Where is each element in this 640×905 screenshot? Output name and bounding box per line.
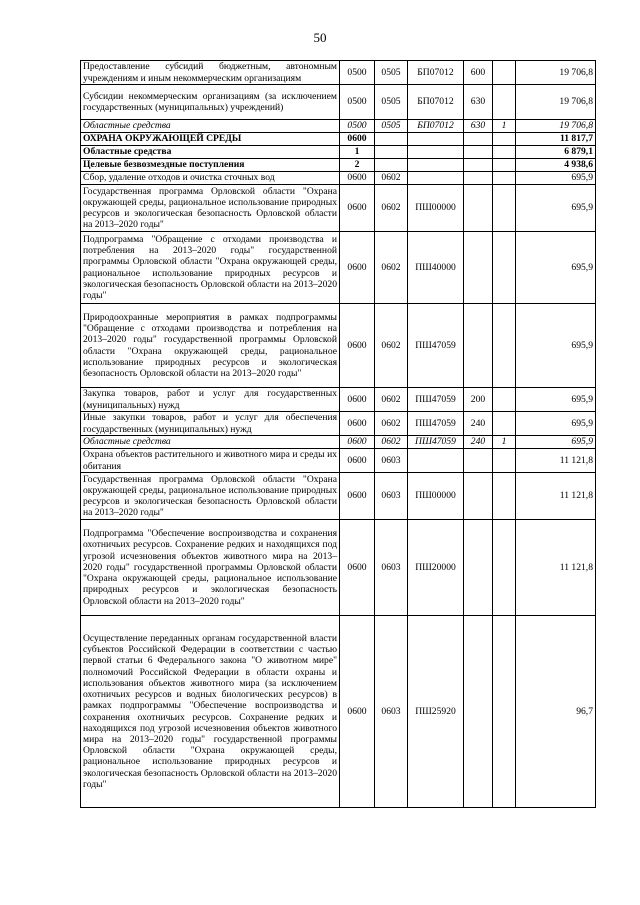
expense-name-cell: Подпрограмма "Обеспечение воспроизводства и сохранения охотничьих ресурсов. Сохранение редких и находящихся под угрозой исчезновения объектов животного мира на 2013–2020 годы" государственной программы Орловской области "Охрана окружающей среды, рациональное использование природных ресурсов и экологическая безопасность Орловской области на 2013–2020 годы" (81, 520, 340, 616)
section-code-cell: 0600 (340, 473, 375, 520)
table-row (81, 159, 596, 172)
table-row (81, 436, 596, 449)
expense-type-code-cell: 200 (464, 388, 493, 412)
target-article-code-cell (408, 146, 464, 159)
expense-name-cell: Сбор, удаление отходов и очистка сточных вод (81, 172, 340, 185)
expense-type-code-cell (464, 232, 493, 304)
budget-table-body (81, 61, 596, 808)
funding-source-mark-cell (493, 449, 516, 473)
expense-type-code-cell (464, 146, 493, 159)
amount-cell: 695,9 (516, 388, 596, 412)
expense-type-code-cell (464, 133, 493, 146)
expense-name-cell: Подпрограмма "Обращение с отходами производства и потребления на 2013–2020 годы" государственной программы Орловской области "Охрана окружающей среды, рациональное использование природных ресурсов и экологическая безопасность Орловской области на 2013–2020 годы" (81, 232, 340, 304)
expense-name-cell: Природоохранные мероприятия в рамках подпрограммы "Обращение с отходами производства и потребления на 2013–2020 годы" государственной программы Орловской области "Охрана окружающей среды, рациональное использование природных ресурсов и экологическая безопасность Орловской области на 2013–2020 годы" (81, 304, 340, 388)
target-article-code-cell: ПШ47059 (408, 388, 464, 412)
funding-source-mark-cell (493, 304, 516, 388)
target-article-code-cell: БП07012 (408, 120, 464, 133)
target-article-code-cell: ПШ40000 (408, 232, 464, 304)
expense-type-code-cell: 240 (464, 436, 493, 449)
section-code-cell: 0500 (340, 61, 375, 85)
target-article-code-cell (408, 449, 464, 473)
section-code-cell: 0600 (340, 388, 375, 412)
funding-source-mark-cell (493, 85, 516, 120)
amount-cell: 695,9 (516, 436, 596, 449)
target-article-code-cell (408, 133, 464, 146)
amount-cell: 11 121,8 (516, 449, 596, 473)
subsection-code-cell: 0602 (375, 304, 408, 388)
table-row (81, 120, 596, 133)
subsection-code-cell (375, 133, 408, 146)
expense-type-code-cell (464, 185, 493, 232)
expense-name-cell: Областные средства (81, 146, 340, 159)
table-row (81, 172, 596, 185)
expense-name-cell: Государственная программа Орловской области "Охрана окружающей среды, рациональное использование природных ресурсов и экологическая безопасность Орловской области на 2013–2020 годы" (81, 185, 340, 232)
amount-cell: 19 706,8 (516, 85, 596, 120)
expense-name-cell: Государственная программа Орловской области "Охрана окружающей среды, рациональное использование природных ресурсов и экологическая безопасность Орловской области на 2013–2020 годы" (81, 473, 340, 520)
funding-source-mark-cell (493, 185, 516, 232)
amount-cell: 695,9 (516, 232, 596, 304)
table-row (81, 616, 596, 808)
section-code-cell: 0600 (340, 304, 375, 388)
funding-source-mark-cell: 1 (493, 120, 516, 133)
table-row (81, 133, 596, 146)
expense-type-code-cell: 600 (464, 61, 493, 85)
expense-type-code-cell (464, 304, 493, 388)
expense-type-code-cell (464, 449, 493, 473)
amount-cell: 11 121,8 (516, 520, 596, 616)
funding-source-mark-cell (493, 388, 516, 412)
funding-source-mark-cell (493, 159, 516, 172)
subsection-code-cell: 0505 (375, 61, 408, 85)
table-row (81, 412, 596, 436)
target-article-code-cell: ПШ00000 (408, 473, 464, 520)
funding-source-mark-cell: 1 (493, 436, 516, 449)
amount-cell: 19 706,8 (516, 61, 596, 85)
target-article-code-cell (408, 172, 464, 185)
funding-source-mark-cell (493, 133, 516, 146)
expense-name-cell: ОХРАНА ОКРУЖАЮЩЕЙ СРЕДЫ (81, 133, 340, 146)
section-code-cell: 0600 (340, 133, 375, 146)
subsection-code-cell: 0602 (375, 388, 408, 412)
subsection-code-cell: 0603 (375, 473, 408, 520)
expense-name-cell: Целевые безвозмездные поступления (81, 159, 340, 172)
section-code-cell: 0500 (340, 85, 375, 120)
section-code-cell: 0500 (340, 120, 375, 133)
section-code-cell: 0600 (340, 436, 375, 449)
section-code-cell: 0600 (340, 616, 375, 808)
target-article-code-cell: ПШ47059 (408, 304, 464, 388)
amount-cell: 695,9 (516, 185, 596, 232)
expense-name-cell: Осуществление переданных органам государственной власти субъектов Российской Федерации в соответствии с частью первой статьи 6 Федерального закона "О животном мире" полномочий Российской Федерации в области охраны и использования объектов животного мира (за исключением охотничьих ресурсов и водных биологических ресурсов) в рамках подпрограммы "Обеспечение воспроизводства и сохранения охотничьих ресурсов. Сохранение редких и находящихся под угрозой исчезновения объектов животного мира на 2013–2020 годы" государственной программы Орловской области "Охрана окружающей среды, рациональное использование природных ресурсов и экологическая безопасность Орловской области на 2013–2020 годы" (81, 616, 340, 808)
subsection-code-cell: 0602 (375, 232, 408, 304)
expense-name-cell: Иные закупки товаров, работ и услуг для обеспечения государственных (муниципальных) нужд (81, 412, 340, 436)
table-row (81, 449, 596, 473)
amount-cell: 11 817,7 (516, 133, 596, 146)
funding-source-mark-cell (493, 61, 516, 85)
subsection-code-cell: 0602 (375, 185, 408, 232)
subsection-code-cell: 0603 (375, 520, 408, 616)
amount-cell: 96,7 (516, 616, 596, 808)
expense-type-code-cell (464, 159, 493, 172)
funding-source-mark-cell (493, 172, 516, 185)
target-article-code-cell: ПШ25920 (408, 616, 464, 808)
section-code-cell: 0600 (340, 232, 375, 304)
subsection-code-cell: 0602 (375, 436, 408, 449)
table-row (81, 473, 596, 520)
expense-type-code-cell (464, 520, 493, 616)
subsection-code-cell: 0505 (375, 85, 408, 120)
funding-source-mark-cell (493, 146, 516, 159)
section-code-cell: 0600 (340, 412, 375, 436)
subsection-code-cell (375, 159, 408, 172)
expense-name-cell: Субсидии некоммерческим организациям (за исключением государственных (муниципальных) учреждений) (81, 85, 340, 120)
subsection-code-cell (375, 146, 408, 159)
expense-type-code-cell: 240 (464, 412, 493, 436)
funding-source-mark-cell (493, 412, 516, 436)
funding-source-mark-cell (493, 232, 516, 304)
expense-name-cell: Областные средства (81, 436, 340, 449)
funding-source-mark-cell (493, 473, 516, 520)
amount-cell: 19 706,8 (516, 120, 596, 133)
expense-name-cell: Областные средства (81, 120, 340, 133)
section-code-cell: 2 (340, 159, 375, 172)
subsection-code-cell: 0602 (375, 172, 408, 185)
expense-type-code-cell (464, 616, 493, 808)
target-article-code-cell: ПШ47059 (408, 436, 464, 449)
target-article-code-cell (408, 159, 464, 172)
table-row (81, 520, 596, 616)
table-row (81, 185, 596, 232)
section-code-cell: 1 (340, 146, 375, 159)
amount-cell: 695,9 (516, 304, 596, 388)
table-row (81, 304, 596, 388)
table-row (81, 85, 596, 120)
section-code-cell: 0600 (340, 172, 375, 185)
expense-type-code-cell: 630 (464, 120, 493, 133)
expense-type-code-cell (464, 172, 493, 185)
amount-cell: 695,9 (516, 172, 596, 185)
target-article-code-cell: БП07012 (408, 61, 464, 85)
section-code-cell: 0600 (340, 449, 375, 473)
expense-name-cell: Предоставление субсидий бюджетным, автономным учреждениям и иным некоммерческим организациям (81, 61, 340, 85)
amount-cell: 695,9 (516, 412, 596, 436)
budget-table (80, 60, 596, 808)
table-row (81, 61, 596, 85)
target-article-code-cell: БП07012 (408, 85, 464, 120)
expense-name-cell: Закупка товаров, работ и услуг для государственных (муниципальных) нужд (81, 388, 340, 412)
page-number: 50 (313, 30, 327, 45)
table-row (81, 232, 596, 304)
section-code-cell: 0600 (340, 185, 375, 232)
target-article-code-cell: ПШ00000 (408, 185, 464, 232)
subsection-code-cell: 0602 (375, 412, 408, 436)
funding-source-mark-cell (493, 616, 516, 808)
subsection-code-cell: 0505 (375, 120, 408, 133)
amount-cell: 4 938,6 (516, 159, 596, 172)
funding-source-mark-cell (493, 520, 516, 616)
amount-cell: 11 121,8 (516, 473, 596, 520)
target-article-code-cell: ПШ47059 (408, 412, 464, 436)
expense-name-cell: Охрана объектов растительного и животного мира и среды их обитания (81, 449, 340, 473)
amount-cell: 6 879,1 (516, 146, 596, 159)
expense-type-code-cell (464, 473, 493, 520)
table-row (81, 388, 596, 412)
subsection-code-cell: 0603 (375, 616, 408, 808)
expense-type-code-cell: 630 (464, 85, 493, 120)
subsection-code-cell: 0603 (375, 449, 408, 473)
table-row (81, 146, 596, 159)
section-code-cell: 0600 (340, 520, 375, 616)
target-article-code-cell: ПШ20000 (408, 520, 464, 616)
